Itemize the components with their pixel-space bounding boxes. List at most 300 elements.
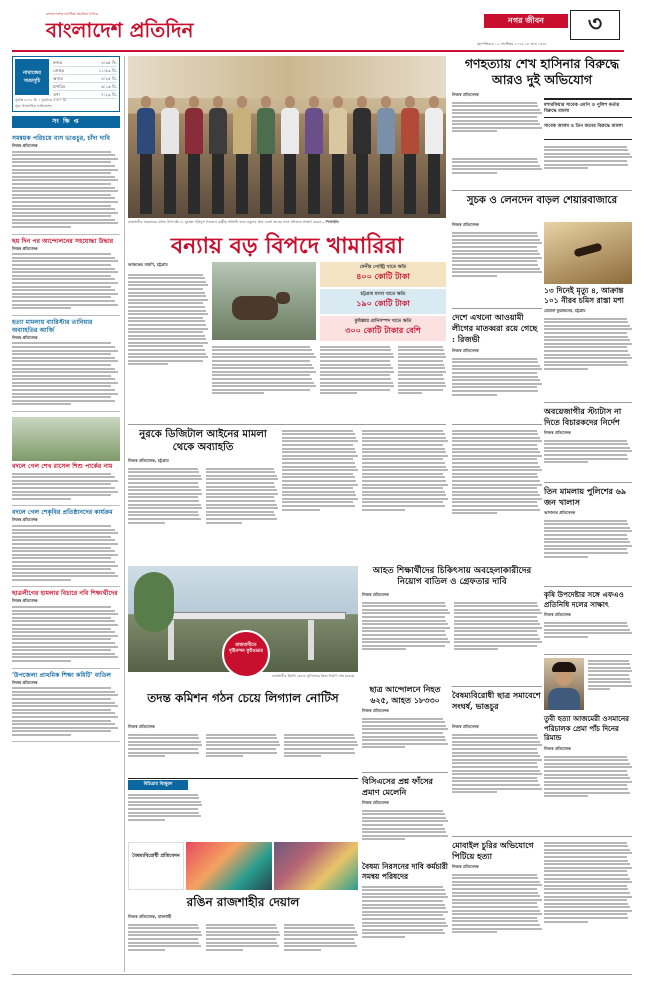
text-line: [398, 346, 443, 348]
text-line: [282, 473, 353, 475]
text-line: [362, 896, 448, 898]
text-line: [12, 543, 118, 545]
text-line: [128, 514, 199, 516]
text-line: [12, 300, 115, 302]
text-line: [12, 161, 111, 163]
text-line: [544, 763, 630, 765]
text-line: [544, 756, 627, 758]
rule-1: [128, 424, 446, 425]
cattle-shape: [232, 296, 278, 320]
text-line: [544, 892, 630, 894]
text-line: [544, 545, 632, 547]
text-line: [12, 702, 115, 704]
bail-byline: আদালত প্রতিবেদক: [544, 510, 576, 515]
text-line: [284, 744, 358, 746]
text-line: [212, 353, 314, 355]
text-line: [544, 770, 627, 772]
text-line: [544, 527, 630, 529]
text-line: [544, 917, 628, 919]
text-line: [206, 486, 275, 488]
text-line: [362, 925, 448, 927]
person-figure: [400, 96, 420, 216]
text-line: [544, 153, 630, 155]
portrait-body: [548, 688, 580, 710]
text-line: [12, 498, 71, 500]
loss-label: ফেনীর পোল্ট্রি খাতে ক্ষতি: [359, 265, 407, 270]
text-line: [282, 498, 358, 500]
text-line: [12, 473, 111, 475]
text-line: [12, 176, 115, 178]
text-line: [362, 501, 443, 503]
text-line: [452, 884, 542, 886]
brief-item[interactable]: [12, 669, 120, 743]
text-line: [206, 942, 277, 944]
text-line: [362, 612, 450, 614]
text-line: [128, 755, 165, 757]
text-line: [452, 365, 540, 367]
text-line: [454, 630, 537, 632]
text-line: [362, 455, 448, 457]
text-line: [320, 389, 390, 391]
person-figure: [160, 96, 180, 216]
text-line: [452, 505, 538, 507]
loss-box: [320, 289, 446, 314]
text-line: [128, 504, 201, 506]
text-line: [452, 246, 537, 248]
text-line: [128, 345, 203, 347]
text-line: [544, 350, 628, 352]
text-line: [320, 356, 394, 358]
text-line: [544, 328, 632, 330]
brief-header: সং ক্ষি প্ত: [12, 116, 120, 128]
main-byline: আজকের সারণি, চট্টগ্রাম: [128, 262, 168, 267]
text-line: [12, 385, 111, 387]
text-line: [452, 784, 540, 786]
text-line: [128, 360, 203, 362]
hospital-col1: [362, 600, 450, 682]
text-line: [12, 194, 111, 196]
text-line: [588, 688, 610, 690]
text-line: [282, 494, 356, 496]
text-line: [320, 367, 393, 369]
text-line: [362, 732, 443, 734]
text-line: [282, 505, 355, 507]
suicide-col: [544, 754, 632, 824]
text-line: [128, 734, 198, 736]
text-line: [12, 307, 71, 309]
text-line: [544, 538, 628, 540]
text-line: [282, 444, 353, 446]
rule-11: [362, 772, 448, 773]
text-line: [128, 493, 202, 495]
feature-col1: [128, 922, 202, 972]
text-line: [398, 371, 446, 373]
text-line: [452, 466, 540, 468]
movement-col: [362, 716, 448, 770]
text-line: [544, 354, 630, 356]
digital-col2: [206, 466, 278, 562]
text-line: [452, 780, 538, 782]
text-line: [398, 367, 445, 369]
text-line: [544, 888, 628, 890]
text-line: [452, 232, 537, 234]
text-line: [12, 371, 118, 373]
dengue-byline: রোমানা ভুয়াজনের, চট্টগ্রাম: [544, 308, 586, 313]
text-line: [544, 534, 627, 536]
mural-photo-1: [186, 842, 272, 890]
text-line: [452, 498, 542, 500]
text-line: [320, 378, 391, 380]
prayer-name: ফজর: [53, 60, 63, 65]
text-line: [206, 489, 277, 491]
left-column-divider: [124, 56, 125, 972]
brief-dateline: নিজস্ব প্রতিবেদক: [12, 517, 38, 523]
text-line: [128, 945, 201, 947]
text-line: [128, 748, 198, 750]
text-line: [282, 501, 353, 503]
loss-box: [320, 316, 446, 341]
text-line: [206, 511, 274, 513]
text-line: [12, 293, 118, 295]
text-line: [206, 514, 275, 516]
park-photo: [12, 417, 120, 461]
text-line: [12, 403, 71, 405]
hospital-title: আহত শিক্ষার্থীদের চিকিৎসায় অবহেলাকারীদের নিয়োগ বাতিল ও গ্রেফতার দাবি: [372, 566, 532, 587]
text-line: [12, 554, 118, 556]
text-line: [398, 364, 444, 366]
text-line: [320, 371, 394, 373]
text-line: [362, 433, 445, 435]
text-line: [398, 360, 443, 362]
text-line: [362, 893, 446, 895]
text-line: [452, 881, 540, 883]
text-line: [454, 645, 537, 647]
text-line: [282, 451, 356, 453]
text-line: [452, 931, 497, 933]
text-line: [544, 622, 627, 624]
text-line: [362, 458, 443, 460]
text-line: [282, 480, 356, 482]
text-line: [206, 934, 280, 936]
text-line: [362, 736, 445, 738]
text-line: [12, 286, 111, 288]
text-line: [128, 478, 202, 480]
text-line: [452, 491, 538, 493]
text-line: [544, 777, 630, 779]
text-line: [284, 938, 354, 940]
text-line: [452, 906, 538, 908]
notice-title: তদন্ত কমিশন গঠন চেয়ে লিগ্যাল নোটিস: [147, 691, 339, 705]
text-line: [362, 487, 443, 489]
text-line: [128, 518, 201, 520]
logo-tagline: বাংলাদেশের সর্বাধিক প্রচারিত দৈনিক: [46, 12, 98, 16]
text-line: [12, 487, 115, 489]
text-line: [12, 179, 118, 181]
brief-item[interactable]: [12, 132, 120, 235]
text-line: [452, 120, 538, 122]
masthead-logo[interactable]: [12, 12, 272, 48]
text-line: [282, 487, 353, 489]
text-line: [12, 169, 118, 171]
text-line: [284, 927, 355, 929]
text-line: [454, 623, 540, 625]
text-line: [206, 522, 242, 524]
text-line: [128, 737, 199, 739]
text-line: [128, 942, 199, 944]
prayer-row: [53, 75, 117, 83]
person-figure: [304, 96, 324, 216]
text-line: [452, 235, 538, 237]
text-line: [362, 918, 445, 920]
prayer-title: নামাজের সময়সূচি: [15, 59, 49, 95]
text-line: [212, 392, 264, 394]
text-line: [12, 476, 115, 478]
text-line: [12, 278, 115, 280]
text-line: [544, 899, 627, 901]
text-line: [12, 375, 111, 377]
text-line: [544, 336, 628, 338]
main-headline: বন্যায় বড় বিপদে খামারিরা: [170, 233, 404, 259]
text-line: [362, 638, 448, 640]
adviser-byline: নিজস্ব প্রতিবেদক: [544, 612, 571, 617]
text-line: [544, 881, 632, 883]
text-line: [452, 917, 537, 919]
right-lead-title: গণহত্যায় শেখ হাসিনার বিরুদ্ধে আরও দুই অভিযোগ: [464, 56, 620, 87]
text-line: [452, 766, 538, 768]
text-line: [452, 264, 538, 266]
text-line: [452, 368, 542, 370]
text-line: [544, 149, 628, 151]
text-line: [544, 910, 632, 912]
text-line: [206, 468, 274, 470]
text-line: [544, 636, 588, 638]
text-line: [398, 374, 443, 376]
notice-byline: নিজস্ব প্রতিবেদক: [128, 724, 155, 729]
mural-photo-2: [274, 842, 358, 890]
brief-item[interactable]: [12, 316, 120, 412]
text-line: [362, 739, 446, 741]
text-line: [128, 313, 208, 315]
text-line: [362, 491, 445, 493]
league-col: [452, 356, 542, 422]
text-line: [362, 817, 446, 819]
text-line: [12, 282, 118, 284]
text-line: [362, 929, 443, 931]
brief-title: বদলে গেল শেখ রাসেল শিশু পার্কের নাম: [12, 463, 113, 471]
text-line: [544, 842, 627, 844]
feature-byline: নিজস্ব প্রতিবেদক, রাজশাহী: [128, 914, 172, 919]
text-line: [452, 877, 538, 879]
text-line: [452, 455, 542, 457]
text-line: [12, 165, 115, 167]
text-line: [128, 801, 201, 803]
text-line: [398, 389, 443, 391]
tree-shape: [134, 572, 174, 632]
text-line: [452, 874, 537, 876]
text-line: [544, 759, 628, 761]
text-line: [12, 624, 118, 626]
text-line: [588, 678, 630, 680]
feature-col2: [206, 922, 280, 972]
person-figure: [136, 96, 156, 216]
text-line: [398, 382, 445, 384]
loss-label: কুমিল্লায় প্রানিসম্পদ খাতে ক্ষতি: [354, 319, 412, 324]
text-line: [544, 552, 628, 554]
text-line: [544, 792, 630, 794]
text-line: [452, 777, 537, 779]
text-line: [362, 505, 445, 507]
text-line: [12, 342, 111, 344]
text-line: [128, 741, 201, 743]
text-line: [212, 346, 310, 348]
text-line: [452, 494, 540, 496]
text-line: [12, 606, 111, 608]
brief-title: ছয় দিন পর আন্দোলনের সহযোদ্ধা উদ্ধার: [12, 237, 114, 245]
text-line: [12, 575, 118, 577]
text-line: [12, 610, 115, 612]
text-line: [12, 378, 115, 380]
text-line: [212, 367, 314, 369]
text-line: [362, 904, 445, 906]
photo-caption: [128, 220, 446, 225]
text-line: [544, 523, 628, 525]
text-line: [452, 172, 497, 174]
text-line: [362, 641, 450, 643]
text-line: [362, 907, 446, 909]
text-line: [452, 437, 540, 439]
brief-item[interactable]: [12, 235, 120, 316]
text-line: [128, 338, 206, 340]
text-line: [544, 156, 632, 158]
text-line: [128, 281, 206, 283]
text-line: [284, 755, 321, 757]
text-line: [128, 471, 199, 473]
text-line: [452, 250, 538, 252]
text-line: [452, 386, 537, 388]
text-line: [452, 892, 538, 894]
students-col: [452, 732, 542, 832]
text-line: [212, 382, 314, 384]
text-line: [206, 504, 277, 506]
text-line: [454, 627, 542, 629]
text-line: [544, 856, 627, 858]
text-line: [362, 623, 448, 625]
text-line: [12, 382, 118, 384]
text-line: [398, 385, 446, 387]
text-line: [588, 667, 631, 669]
text-line: [128, 353, 206, 355]
text-line: [544, 896, 632, 898]
text-line: [12, 205, 111, 207]
text-line: [128, 295, 206, 297]
text-line: [12, 268, 115, 270]
notice-col2: [206, 732, 280, 774]
text-line: [12, 368, 115, 370]
mobile-col: [452, 872, 542, 972]
text-line: [544, 530, 632, 532]
text-line: [128, 812, 199, 814]
suicide-title: তুবী হত্যা আজমেরী ওসমানের পরিচালক প্রেমা পাঁচ দিনের রিমান্ড: [544, 714, 629, 742]
text-line: [362, 746, 405, 748]
text-line: [12, 353, 111, 355]
text-line: [12, 219, 115, 221]
text-line: [588, 670, 632, 672]
text-line: [452, 361, 538, 363]
text-line: [452, 462, 538, 464]
text-line: [362, 634, 446, 636]
text-line: [544, 625, 628, 627]
text-line: [206, 734, 276, 736]
text-line: [452, 770, 540, 772]
text-line: [362, 932, 445, 934]
text-line: [12, 653, 115, 655]
text-line: [128, 819, 165, 821]
text-line: [128, 306, 205, 308]
text-line: [452, 737, 538, 739]
text-line: [212, 378, 312, 380]
rule-5: [544, 482, 632, 483]
text-line: [452, 253, 540, 255]
text-line: [12, 727, 118, 729]
text-line: [452, 791, 497, 793]
text-line: [544, 849, 630, 851]
text-line: [544, 903, 628, 905]
text-line: [398, 349, 444, 351]
text-line: [452, 920, 538, 922]
right-bottom-col: [544, 840, 632, 972]
text-line: [452, 473, 537, 475]
person-figure: [184, 96, 204, 216]
text-line: [362, 828, 445, 830]
mobile-title: মোবাইল চুরির অভিযোগে পিটিয়ে হত্যা: [452, 840, 534, 861]
loss-value: ৩০০ কোটি টাকার বেশি: [345, 326, 421, 335]
text-line: [128, 815, 201, 817]
text-line: [12, 396, 111, 398]
text-line: [452, 390, 538, 392]
text-line: [12, 705, 118, 707]
brief-item[interactable]: [12, 412, 120, 506]
text-line: [452, 788, 542, 790]
text-line: [588, 674, 629, 676]
text-line: [452, 476, 538, 478]
text-line: [282, 462, 355, 464]
person-figure: [352, 96, 372, 216]
text-line: [320, 349, 391, 351]
brief-item[interactable]: [12, 506, 120, 587]
text-line: [544, 874, 628, 876]
text-line: [544, 361, 627, 363]
text-line: [12, 557, 111, 559]
text-line: [452, 899, 542, 901]
notice-col1: [128, 732, 202, 774]
text-line: [452, 888, 537, 890]
person-figure: [232, 96, 252, 216]
text-line: [362, 936, 405, 938]
text-line: [362, 494, 446, 496]
prayer-time-box: [12, 56, 120, 112]
league-title: দেশে এখনো আওয়ামী লীগের মাতব্বরা রয়ে গেছে : রিজভী: [452, 312, 538, 344]
text-line: [128, 292, 205, 294]
text-line: [398, 353, 445, 355]
person-figure: [256, 96, 276, 216]
text-line: [128, 797, 199, 799]
text-line: [12, 346, 115, 348]
text-line: [12, 253, 111, 255]
brief-item[interactable]: [12, 587, 120, 668]
hospital-col2: [454, 600, 542, 682]
text-line: [362, 831, 446, 833]
text-line: [284, 752, 355, 754]
